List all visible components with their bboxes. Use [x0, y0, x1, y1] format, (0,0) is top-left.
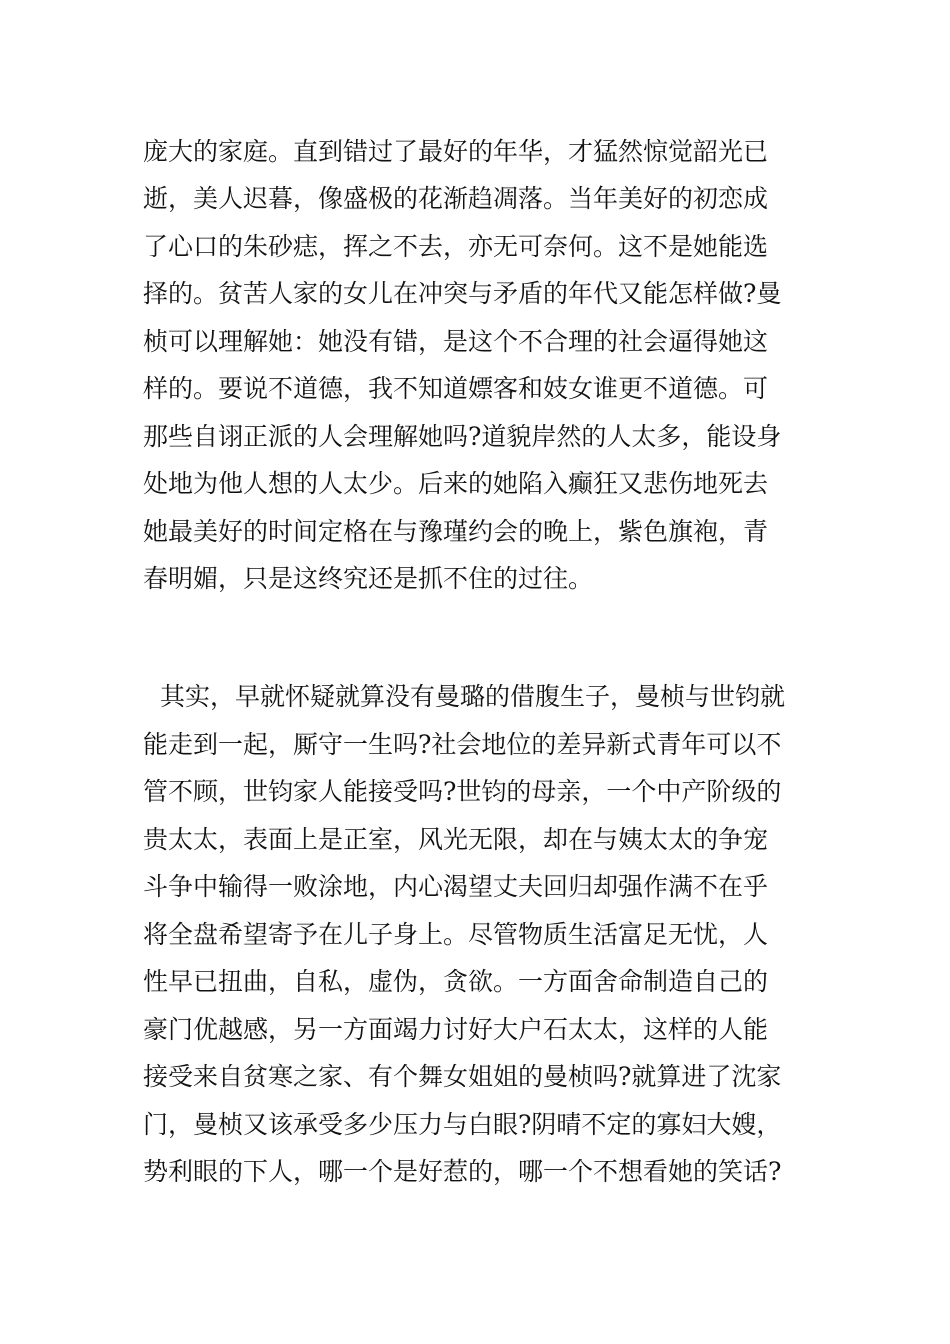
text-line: 性早已扭曲，自私，虚伪，贪欲。一方面舍命制造自己的 [143, 967, 769, 996]
text-line: 择的。贫苦人家的女儿在冲突与矛盾的年代又能怎样做?曼 [143, 279, 782, 308]
text-line: 门，曼桢又该承受多少压力与白眼?阴晴不定的寡妇大嫂， [143, 1110, 782, 1139]
text-line: 管不顾，世钧家人能接受吗?世钧的母亲，一个中产阶级的 [143, 777, 782, 806]
text-line: 贵太太，表面上是正室，风光无限，却在与姨太太的争宠 [143, 825, 769, 854]
text-line: 桢可以理解她：她没有错，是这个不合理的社会逼得她这 [143, 327, 769, 356]
text-line: 那些自诩正派的人会理解她吗?道貌岸然的人太多，能设身 [143, 422, 782, 451]
text-line: 接受来自贫寒之家、有个舞女姐姐的曼桢吗?就算进了沈家 [143, 1062, 782, 1091]
text-line: 样的。要说不道德，我不知道嫖客和妓女谁更不道德。可 [143, 374, 769, 403]
text-line: 势利眼的下人，哪一个是好惹的，哪一个不想看她的笑话? [143, 1157, 782, 1186]
text-line: 豪门优越感，另一方面竭力讨好大户石太太，这样的人能 [143, 1015, 769, 1044]
text-line: 其实，早就怀疑就算没有曼璐的借腹生子，曼桢与世钧就 [160, 682, 786, 711]
text-line: 她最美好的时间定格在与豫瑾约会的晚上，紫色旗袍，青 [143, 517, 769, 546]
text-line: 斗争中输得一败涂地，内心渴望丈夫回归却强作满不在乎 [143, 872, 769, 901]
text-line: 了心口的朱砂痣，挥之不去，亦无可奈何。这不是她能选 [143, 232, 769, 261]
text-line: 逝，美人迟暮，像盛极的花渐趋凋落。当年美好的初恋成 [143, 184, 769, 213]
text-line: 将全盘希望寄予在儿子身上。尽管物质生活富足无忧，人 [143, 920, 769, 949]
text-line: 春明媚，只是这终究还是抓不住的过往。 [143, 564, 594, 593]
text-line: 能走到一起，厮守一生吗?社会地位的差异新式青年可以不 [143, 730, 782, 759]
text-line: 庞大的家庭。直到错过了最好的年华，才猛然惊觉韶光已 [143, 137, 769, 166]
text-line: 处地为他人想的人太少。后来的她陷入癫狂又悲伤地死去 [143, 469, 769, 498]
